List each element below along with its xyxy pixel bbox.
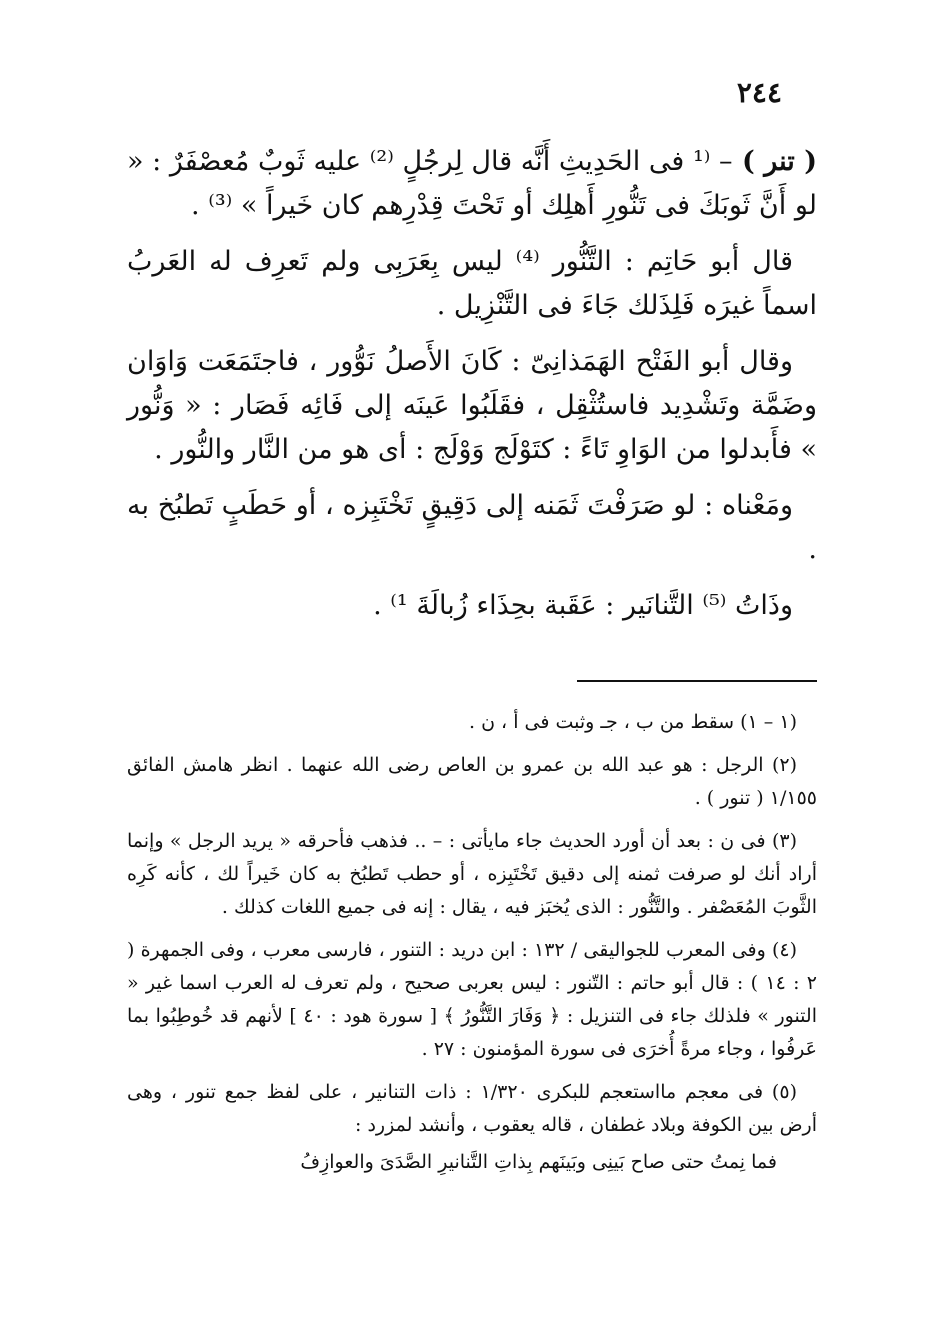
main-text [127, 140, 817, 640]
entry-headword: ( تنر ) [732, 146, 818, 177]
entry-paragraph-1-text: – ⁽¹ فى الحَدِيثِ أَنَّه قال لِرجُلٍ ⁽²⁾ عليه ثَوبٌ مُعصْفَرٌ : « لو أَنَّ ثَوبَكَ فى تَنُّورِ أَهلِك أو تَحْتَ قِدْرِهم كان خَيراً » ⁽³⁾ . [127, 146, 817, 221]
footnote-4: (٤) وفى المعرب للجواليقى / ١٣٢ : ابن دريد : التنور ، فارسى معرب ، وفى الجمهرة ( ٢ : ١٤ ) : قال أبو حاتم : التّنور : ليس بعربى صحيح ، ولم تعرف له العرب اسما غير « التنور » فلذلك جاء فى التنزيل : ﴿ وَفَارَ التَّنُّورُ ﴾ [ سورة هود : ٤٠ ] لأنهم قد خُوطِبُوا بما عَرفُوا ، وجاء مرةً أُخرَى فى سورة المؤمنون : ٢٧ . [127, 939, 818, 1060]
page-number: ٢٤٤ [736, 76, 782, 109]
footnote-1: (١ – ١) سقط من ب ، جـ وثبت فى أ ، ن . [468, 711, 797, 733]
footnote-5: (٥) فى معجم مااستعجم للبكرى ١/٣٢٠ : ذات التنانير ، على لفظ جمع تنور ، وهى أرض بين الكوفة وبلاد غطفان ، قاله يعقوب ، وأنشد لمزرد : [127, 1081, 817, 1136]
footnote-3: (٣) فى ن : بعد أن أورد الحديث جاء مايأتى : – .. فذهب فأحرقه « يريد الرجل » وإنما أراد أنك لو صرفت ثمنه إلى دقيق تَخْتَبِزه ، أو حطب تَطبُخ به كان خَيراً لك ، كأنه كَرِه الثَّوبَ المُعَصْفر . والتَّنُّور : الذى يُخبَز فيه ، يقال : إنه فى جميع اللغات كذلك . [127, 830, 817, 918]
footnote-divider [577, 680, 817, 682]
footnote-verse: فما نِمتُ حتى صاح بَينِى وبَينَهم بِذاتِ التَّنانيرِ الصَّدَىَ والعوازِفُ [300, 1151, 777, 1173]
entry-paragraph-5: وذَاتُ ⁽⁵⁾ التَّنانَير : عَقَبة بحِذَاء زُبالَةَ ¹⁾ . [373, 590, 793, 621]
entry-paragraph-1 [127, 140, 817, 228]
entry-paragraph-4: ومَعْناه : لو صَرَفْتَ ثَمَنه إلى دَقِيقٍ تَخْتَبِزه ، أو حَطَبٍ تَطبُخ به . [127, 490, 817, 565]
entry-paragraph-2: قال أبو حَاتِم : التَّنُّور ⁽⁴⁾ ليس بِعَرَبِى ولم تَعرِف له العَربُ اسماً غيرَه فَلِذَلك جَاءَ فى التَّنْزِيل . [127, 246, 817, 321]
footnotes [127, 706, 817, 1189]
footnote-2: (٢) الرجل : هو عبد الله بن عمرو بن العاص رضى الله عنهما . انظر هامش الفائق ١/١٥٥ ( تنور ) . [127, 754, 817, 809]
entry-paragraph-3: وقال أبو الفَتْح الهَمَذانِىّ : كَانَ الأَصلُ نَوُّور ، فاجتَمَعَت وَاوَان وضَمَّة وتَشْدِيد فاستُثْقِل ، فقَلَبُوا عَينَه إلى فَائِه فَصَار : « وَنُّور » فأَبدلوا من الوَاوِ تَاءً : كتَوْلَج وَوْلَج : أى هو من النَّار والنُّور . [127, 346, 817, 465]
